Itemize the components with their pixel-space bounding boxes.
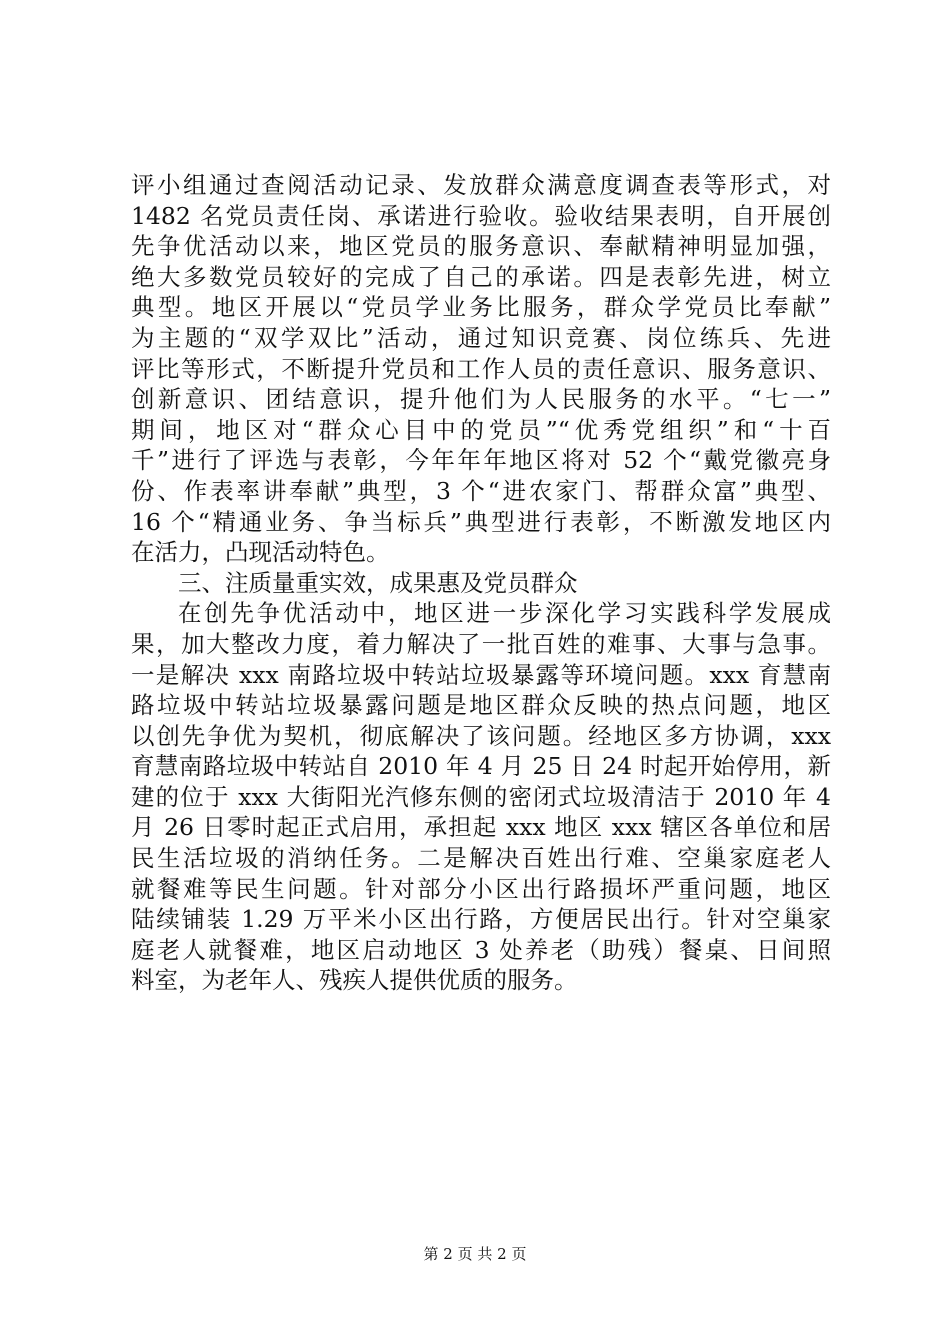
text-line: 创新意识、团结意识，提升他们为人民服务的水平。“七一” — [131, 385, 831, 414]
text-line: 一是解决 xxx 南路垃圾中转站垃圾暴露等环境问题。xxx 育慧南 — [131, 660, 831, 689]
text-line: 为主题的“双学双比”活动，通过知识竞赛、岗位练兵、先进 — [131, 323, 831, 352]
page-number: 第 2 页 共 2 页 — [423, 1245, 527, 1263]
text-line: 1482 名党员责任岗、承诺进行验收。验收结果表明，自开展创 — [131, 201, 831, 230]
text-line: 建的位于 xxx 大街阳光汽修东侧的密闭式垃圾清洁于 2010 年 4 — [131, 782, 831, 811]
page-footer — [0, 1244, 950, 1264]
text-line: 月 26 日零时起正式启用，承担起 xxx 地区 xxx 辖区各单位和居 — [131, 813, 831, 842]
paragraph-section-3 — [131, 598, 831, 996]
text-line: 典型。地区开展以“党员学业务比服务，群众学党员比奉献” — [131, 293, 831, 322]
text-line: 民生活垃圾的消纳任务。二是解决百姓出行难、空巢家庭老人 — [131, 844, 831, 873]
text-line: 绝大多数党员较好的完成了自己的承诺。四是表彰先进，树立 — [131, 262, 831, 291]
text-line: 千”进行了评选与表彰，今年年年地区将对 52 个“戴党徽亮身 — [131, 446, 831, 475]
text-line: 以创先争优为契机，彻底解决了该问题。经地区多方协调，xxx — [131, 721, 831, 750]
text-line: 评比等形式，不断提升党员和工作人员的责任意识、服务意识、 — [131, 354, 831, 383]
text-line: 育慧南路垃圾中转站自 2010 年 4 月 25 日 24 时起开始停用，新 — [131, 752, 831, 781]
text-line: 期间，地区对“群众心目中的党员”“优秀党组织”和“十百 — [131, 415, 831, 444]
paragraph-continued — [131, 170, 831, 568]
text-line: 在创先争优活动中，地区进一步深化学习实践科学发展成 — [178, 599, 831, 628]
text-line: 料室，为老年人、残疾人提供优质的服务。 — [131, 966, 578, 995]
text-line: 在活力，凸现活动特色。 — [131, 538, 390, 567]
text-line: 陆续铺装 1.29 万平米小区出行路，方便居民出行。针对空巢家 — [131, 905, 831, 934]
text-line: 就餐难等民生问题。针对部分小区出行路损坏严重问题，地区 — [131, 874, 831, 903]
text-line: 庭老人就餐难，地区启动地区 3 处养老（助残）餐桌、日间照 — [131, 935, 831, 964]
text-line: 路垃圾中转站垃圾暴露问题是地区群众反映的热点问题，地区 — [131, 691, 831, 720]
text-line: 果，加大整改力度，着力解决了一批百姓的难事、大事与急事。 — [131, 629, 831, 658]
section-heading: 三、注质量重实效，成果惠及党员群众 — [178, 568, 578, 597]
text-line: 评小组通过查阅活动记录、发放群众满意度调查表等形式，对 — [131, 171, 831, 199]
text-line: 份、作表率讲奉献”典型，3 个“进农家门、帮群众富”典型、 — [131, 476, 831, 505]
document-body — [131, 170, 831, 996]
text-line: 先争优活动以来，地区党员的服务意识、奉献精神明显加强， — [131, 232, 831, 261]
text-line: 16 个“精通业务、争当标兵”典型进行表彰，不断激发地区内 — [131, 507, 831, 536]
